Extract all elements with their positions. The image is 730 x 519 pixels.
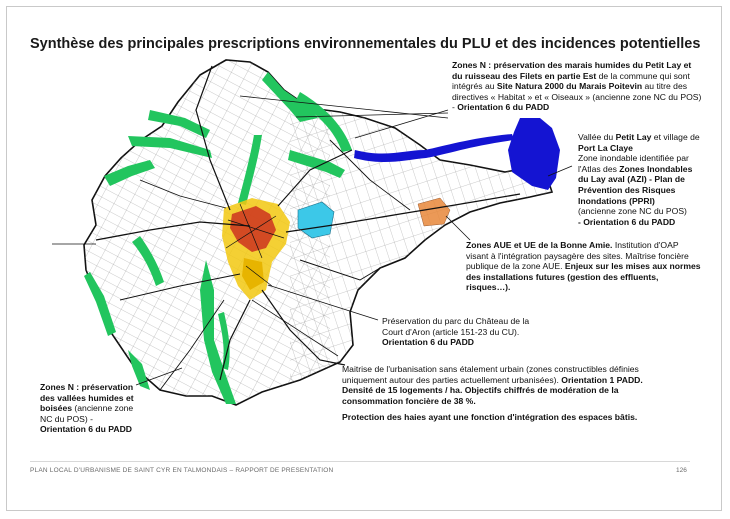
annotation-urbanisation bbox=[342, 364, 672, 423]
vallee-text-4: (ancienne zone NC du POS) bbox=[578, 206, 687, 217]
vallee-text-3: Zone inondable identifiée par l'Atlas des bbox=[578, 153, 689, 174]
chateau-orientation: Orientation 6 du PADD bbox=[382, 337, 474, 348]
zones-aue-text: Institution d'OAP visant à l'intégration paysagère des sites. Maîtrise foncière publique de la zone AUE. bbox=[466, 240, 689, 272]
urbanisation-densite: Densité de 15 logements / ha. Objectifs chiffrés de modération de la consommation foncière de 38 %. bbox=[342, 385, 619, 406]
zones-n-vallees-text: (ancienne zone NC du POS) - bbox=[40, 403, 134, 424]
annotation-vallee-petit-lay bbox=[578, 132, 700, 227]
page-title: Synthèse des principales prescriptions environnementales du PLU et des incidences potentielles bbox=[30, 36, 701, 52]
chateau-text: Préservation du parc du Château de la Court d'Aron (article 151-23 du CU). bbox=[382, 316, 530, 337]
zones-n-marais-natura: Site Natura 2000 du Marais Poitevin bbox=[496, 81, 643, 92]
annotation-zones-n-vallees bbox=[40, 382, 140, 435]
zones-n-marais-text-2: au titre des directives « Habitat » et « Oiseaux » (ancienne zone NC du POS) - bbox=[452, 81, 702, 113]
zones-n-vallees-orientation: Orientation 6 du PADD bbox=[40, 424, 132, 435]
vallee-text-1: Vallée du bbox=[578, 132, 616, 142]
vallee-azi-ppri: Zones Inondables du Lay aval (AZI) - Plan de Prévention des Risques Inondations (PPRI) bbox=[578, 163, 693, 206]
urbanisation-haies: Protection des haies ayant une fonction d'intégration des espaces bâtis. bbox=[342, 412, 638, 423]
zones-aue-enjeux: Enjeux sur les mises aux normes des installations futures (gestion des effluents, risques…). bbox=[466, 261, 701, 293]
annotation-chateau bbox=[382, 316, 552, 348]
vallee-port-la-claye: Port La Claye bbox=[578, 142, 633, 153]
zones-n-marais-text-1: de la commune qui sont intégrés au bbox=[452, 70, 690, 92]
vallee-orientation: - Orientation 6 du PADD bbox=[578, 216, 676, 227]
vallee-text-2: et village de bbox=[651, 132, 700, 142]
footer-divider bbox=[30, 461, 690, 462]
zones-n-marais-orientation: Orientation 6 du PADD bbox=[457, 102, 550, 113]
annotation-zones-n-marais bbox=[452, 60, 702, 113]
vallee-petit-lay: Petit Lay bbox=[615, 132, 652, 142]
urbanisation-text: Maitrise de l'urbanisation sans étalement urbain (zones constructibles définies uniquement autour des parties actuellement urbanisées). bbox=[342, 364, 639, 385]
zones-n-vallees-heading: Zones N : préservation des vallées humides et boisées bbox=[40, 382, 134, 414]
zones-aue-heading: Zones AUE et UE de la Bonne Amie. bbox=[466, 240, 613, 250]
footer-text: PLAN LOCAL D'URBANISME DE SAINT CYR EN TALMONDAIS – RAPPORT DE PRESENTATION bbox=[30, 467, 334, 474]
zones-n-marais-heading: Zones N : préservation des marais humides du Petit Lay et du ruisseau des Filets en partie Est bbox=[452, 60, 692, 81]
urbanisation-orientation: Orientation 1 PADD. bbox=[561, 374, 643, 385]
page-number: 126 bbox=[676, 467, 687, 474]
annotation-zones-aue bbox=[466, 240, 701, 293]
